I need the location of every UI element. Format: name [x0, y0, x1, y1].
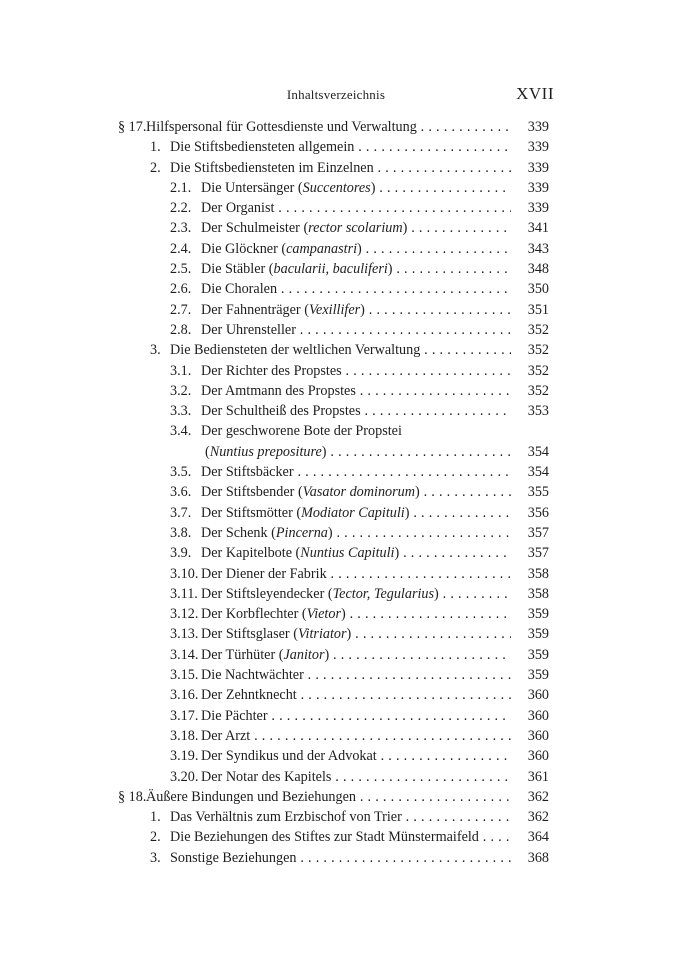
toc-entry-number: 3.3.	[170, 403, 192, 420]
toc-entry-page: 339	[527, 159, 549, 176]
toc-entry-page: 351	[527, 301, 549, 318]
toc-entry-number: 2.4.	[170, 240, 192, 257]
toc-entry-number: 3.7.	[170, 504, 192, 521]
toc-entry-title: Die Untersänger (Succentores) . . .	[201, 178, 511, 198]
toc-entry	[118, 259, 549, 279]
toc-entry-title: Der Uhrensteller . . .	[201, 320, 511, 340]
toc-entry-title: Das Verhältnis zum Erzbischof von Trier . . .	[170, 807, 511, 827]
toc-entry-title: Der Diener der Fabrik . . .	[201, 564, 511, 584]
toc-entry	[118, 645, 549, 665]
toc-entry-page: 341	[527, 220, 549, 237]
toc-entry-number: 3.8.	[170, 524, 192, 541]
toc-entry-page: 339	[527, 200, 549, 217]
toc-entry	[118, 665, 549, 685]
toc-entry-number: 3.14.	[170, 646, 199, 663]
toc-entry-number: 1.	[150, 139, 161, 156]
page-number: XVII	[516, 84, 554, 103]
toc-entry-title: Der Arzt . . .	[201, 726, 511, 746]
toc-entry-number: 3.19.	[170, 748, 199, 765]
toc-entry-page: 357	[527, 524, 549, 541]
toc-entry-number: § 17.	[118, 119, 147, 135]
toc-entry-page: 368	[527, 849, 549, 866]
toc-entry	[118, 218, 549, 238]
toc-entry-number: 3.16.	[170, 687, 199, 704]
toc-entry-title: Der Schenk (Pincerna) . . .	[201, 523, 511, 543]
toc-entry-page: 350	[527, 281, 549, 298]
toc-entry-number: 3.17.	[170, 707, 199, 724]
toc-entry-page: 339	[527, 179, 549, 196]
toc-entry-page: 339	[527, 119, 549, 135]
toc-entry-title: Die Stäbler (bacularii, baculiferi) . . .	[201, 259, 511, 279]
toc-entry	[118, 726, 549, 746]
toc-entry-title: Die Bediensteten der weltlichen Verwaltung . . .	[170, 340, 511, 360]
toc-entry	[118, 137, 549, 157]
toc-entry-number: 3.4.	[170, 423, 192, 440]
toc-entry-title: Die Stiftsbediensteten allgemein . . .	[170, 137, 511, 157]
toc-entry-number: 3.11.	[170, 585, 198, 602]
toc-entry-number: 3.10.	[170, 565, 199, 582]
toc-entry-title: Die Pächter . . .	[201, 706, 511, 726]
toc-entry-title: Die Choralen . . .	[201, 279, 511, 299]
toc-entry-number: 3.6.	[170, 484, 192, 501]
toc-entry-page: 359	[527, 606, 549, 623]
toc-entry	[118, 746, 549, 766]
toc-entry-page: 364	[527, 829, 549, 846]
toc-entry-title: Der Türhüter (Janitor) . . .	[201, 645, 511, 665]
toc-entry-title: Der Stiftsleyendecker (Tector, Tegularius) . . .	[201, 584, 511, 604]
toc-entry-page: 354	[527, 464, 549, 481]
toc-entry-number: 3.9.	[170, 545, 192, 562]
toc-entry-title: Der Stiftsbender (Vasator dominorum) . . .	[201, 482, 511, 502]
toc-entry-title: Die Glöckner (campanastri) . . .	[201, 239, 511, 259]
toc-entry	[118, 543, 549, 563]
toc-entry-title: Der Schulmeister (rector scolarium) . . .	[201, 218, 511, 238]
toc-entry-page: 359	[527, 626, 549, 643]
toc-entry-number: 2.	[150, 159, 161, 176]
toc-entry-page: 360	[527, 727, 549, 744]
toc-entry-number: 3.5.	[170, 464, 192, 481]
toc-entry-page: 362	[527, 809, 549, 826]
toc-entry-number: 1.	[150, 809, 161, 826]
toc-entry-number: 2.3.	[170, 220, 192, 237]
toc-entry-page: 357	[527, 545, 549, 562]
toc-entry-page: 360	[527, 687, 549, 704]
toc-entry-page: 353	[527, 403, 549, 420]
toc-entry	[118, 848, 549, 868]
toc-entry-page: 360	[527, 748, 549, 765]
toc-entry	[118, 584, 549, 604]
toc-entry	[118, 158, 549, 178]
running-head-title: Inhaltsverzeichnis	[286, 87, 386, 102]
toc-entry-title: Der Syndikus und der Advokat . . .	[201, 746, 511, 766]
toc-entry-number: 3.15.	[170, 667, 199, 684]
toc-entry-title: Der Amtmann des Propstes . . .	[201, 381, 511, 401]
toc-entry-page: 360	[527, 707, 549, 724]
toc-entry-number: 3.2.	[170, 382, 192, 399]
toc-entry	[118, 482, 549, 502]
toc-entry-title: Der Zehntknecht . . .	[201, 685, 511, 705]
toc-entry-title: Die Stiftsbediensteten im Einzelnen . . .	[170, 158, 511, 178]
toc-entry-title: Der Richter des Propstes . . .	[201, 361, 511, 381]
toc-entry-page: 358	[527, 585, 549, 602]
toc-entry-page: 358	[527, 565, 549, 582]
toc-entry	[118, 117, 549, 137]
toc-entry-title: Der Kapitelbote (Nuntius Capituli) . . .	[201, 543, 511, 563]
toc-entry-number: 2.6.	[170, 281, 192, 298]
toc-entry-title: Der Notar des Kapitels . . .	[201, 767, 511, 787]
toc-entry-number: 3.	[150, 342, 161, 359]
toc-entry	[118, 361, 549, 381]
toc-entry-number: 2.	[150, 829, 161, 846]
toc-entry	[118, 340, 549, 360]
toc-entry	[118, 462, 549, 482]
toc-entry-number: 2.5.	[170, 261, 192, 278]
toc-entry-number: § 18.	[118, 788, 147, 805]
toc-entry-page: 343	[527, 240, 549, 257]
toc-entry-page: 339	[527, 139, 549, 156]
toc-entry	[118, 827, 549, 847]
toc-entry	[118, 807, 549, 827]
toc-entry-title: Die Beziehungen des Stiftes zur Stadt Münstermaifeld . . .	[170, 827, 511, 847]
running-head	[118, 84, 554, 108]
toc-entry-number: 2.8.	[170, 321, 192, 338]
table-of-contents	[118, 117, 549, 868]
toc-entry-page: 352	[527, 382, 549, 399]
toc-entry-title: Der Stiftsbäcker . . .	[201, 462, 511, 482]
toc-entry-number: 2.7.	[170, 301, 192, 318]
toc-entry-title: Der Stiftsmötter (Modiator Capituli) . . .	[201, 503, 511, 523]
toc-entry-title: Der Korbflechter (Vietor) . . .	[201, 604, 511, 624]
toc-entry-page: 362	[527, 788, 549, 805]
toc-entry-page: 354	[527, 443, 549, 460]
toc-entry-page: 348	[527, 261, 549, 278]
toc-entry-title: Der Organist . . .	[201, 198, 511, 218]
toc-entry-title: Der geschworene Bote der Propstei	[201, 423, 402, 440]
toc-entry	[118, 787, 549, 807]
toc-entry	[118, 523, 549, 543]
toc-entry-number: 3.20.	[170, 768, 199, 785]
toc-entry-page: 359	[527, 646, 549, 663]
toc-entry	[118, 178, 549, 198]
toc-entry-title: Die Nachtwächter . . .	[201, 665, 511, 685]
toc-entry	[118, 198, 549, 218]
toc-entry-title: Der Stiftsglaser (Vitriator) . . .	[201, 624, 511, 644]
toc-entry	[118, 320, 549, 340]
toc-entry	[118, 604, 549, 624]
toc-entry	[118, 685, 549, 705]
toc-entry-number: 3.1.	[170, 362, 192, 379]
toc-entry-page: 356	[527, 504, 549, 521]
toc-entry-number: 3.12.	[170, 606, 199, 623]
toc-entry-number: 3.13.	[170, 626, 199, 643]
toc-entry	[118, 421, 549, 441]
toc-entry-number: 2.2.	[170, 200, 192, 217]
toc-entry-title: Der Schultheiß des Propstes . . .	[201, 401, 511, 421]
toc-entry-page: 352	[527, 362, 549, 379]
toc-entry	[118, 401, 549, 421]
toc-entry-title: Äußere Bindungen und Beziehungen . . .	[146, 787, 511, 807]
toc-entry-title: Der Fahnenträger (Vexillifer) . . .	[201, 300, 511, 320]
toc-entry-title: (Nuntius prepositure) . . .	[205, 442, 511, 462]
toc-entry-number: 3.18.	[170, 727, 199, 744]
toc-entry-number: 2.1.	[170, 179, 192, 196]
toc-entry	[118, 706, 549, 726]
toc-entry	[118, 279, 549, 299]
toc-entry-title: Hilfspersonal für Gottesdienste und Verwaltung . . .	[146, 117, 511, 137]
toc-entry	[118, 239, 549, 259]
toc-entry	[118, 442, 549, 462]
toc-entry	[118, 503, 549, 523]
toc-entry-page: 352	[527, 342, 549, 359]
toc-entry	[118, 300, 549, 320]
toc-entry-title: Sonstige Beziehungen . . .	[170, 848, 511, 868]
toc-entry	[118, 624, 549, 644]
toc-entry-number: 3.	[150, 849, 161, 866]
toc-entry	[118, 564, 549, 584]
toc-entry-page: 355	[527, 484, 549, 501]
toc-entry-page: 352	[527, 321, 549, 338]
toc-entry-page: 359	[527, 667, 549, 684]
toc-entry	[118, 767, 549, 787]
toc-entry-page: 361	[527, 768, 549, 785]
toc-entry	[118, 381, 549, 401]
